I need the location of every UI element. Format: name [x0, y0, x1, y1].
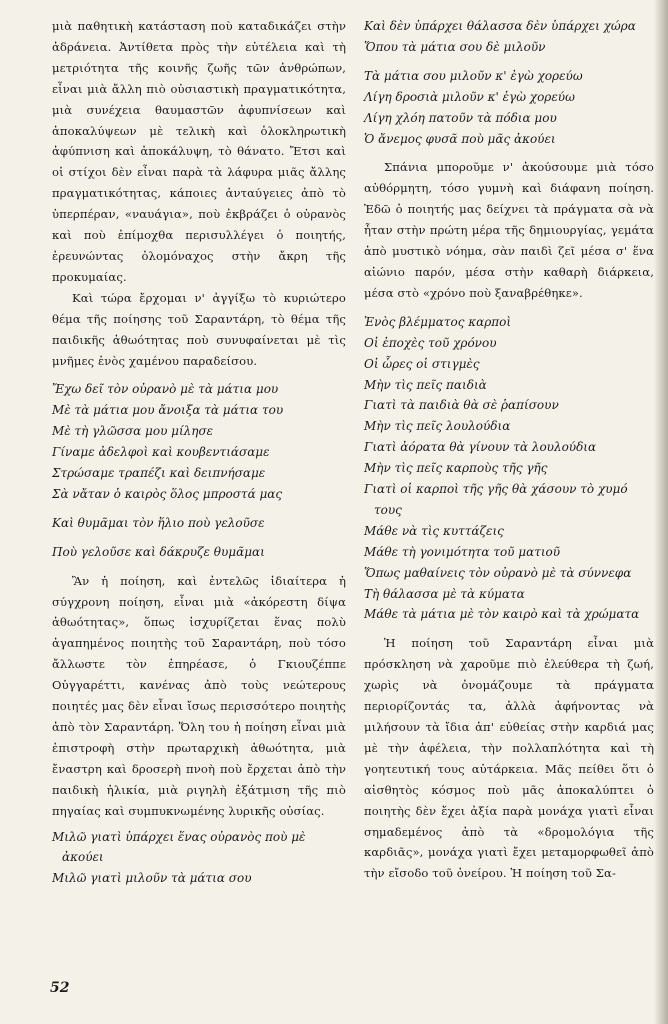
paragraph: Σπάνια μποροῦμε ν' ἀκούσουμε μιὰ τόσο αὐθόρμητη, τόσο γυμνὴ καὶ διάφανη ποίηση. Ἐδῶ ὁ ποιητής μας δείχνει τὰ πράγματα σὰ νὰ ἦταν στὴν πρώτη μέρα τῆς δημιουργίας, γεμάτα ἀπὸ μυστικὸ νόημα, σὰν παιδὶ ζεῖ μέσα σ' ἕνα αἰώνιο παρόν, μέσα στὴν καθαρὴ διάρκεια, μέσα στὸ «χρόνο ποὺ ξαναβρέθηκε». [364, 160, 654, 300]
poem-stanza [52, 513, 346, 534]
poem-line: Ὅπου τὰ μάτια σου δὲ μιλοῦν [364, 39, 546, 54]
poem-line: Ὁ ἄνεμος φυσᾶ ποὺ μᾶς ἀκούει [364, 131, 556, 146]
poem-stanza [364, 66, 654, 150]
page-edge-shadow [654, 0, 668, 1024]
poem-line: Γίναμε ἀδελφοὶ καὶ κουβεντιάσαμε [52, 445, 270, 460]
poem-line: Καὶ θυμᾶμαι τὸν ἥλιο ποὺ γελοῦσε [52, 515, 265, 530]
poem-line: Λίγη δροσιὰ μιλοῦν κ' ἐγὼ χορεύω [364, 89, 575, 104]
poem-line: Μὴν τὶς πεῖς λουλούδια [364, 419, 511, 434]
poem-line: Καὶ δὲν ὑπάρχει θάλασσα δὲν ὑπάρχει χώρα [364, 19, 636, 33]
poem-line: Ποὺ γελοῦσε καὶ δάκρυζε θυμᾶμαι [52, 544, 265, 559]
poem-line: Μάθε τὴ γονιμότητα τοῦ ματιοῦ [364, 544, 561, 559]
poem-stanza [52, 379, 346, 504]
poem-stanza [364, 16, 654, 58]
page-number: 52 [50, 980, 70, 996]
poem-line: Οἱ ὧρες οἱ στιγμὲς [364, 356, 480, 371]
poem-line: Ἑνὸς βλέμματος καρποὶ [364, 314, 512, 329]
poem-line: Μάθε τὰ μάτια μὲ τὸν καιρὸ καὶ τὰ χρώματα [364, 607, 640, 622]
poem-stanza [52, 827, 346, 890]
poem-line: Μὲ τὰ μάτια μου ἄνοιξα τὰ μάτια του [52, 403, 284, 418]
right-column [364, 16, 654, 884]
paragraph: Ἡ ποίηση τοῦ Σαραντάρη εἶναι μιὰ πρόσκληση νὰ χαροῦμε πιὸ ἐλεύθερα τὴ ζωή, χωρὶς νὰ ὀνομάζουμε τὰ πράγματα περιορίζοντάς τα, ἀλλὰ ἀφήνοντας νὰ μιλήσουν τὰ ἴδια ἀπ' εὐθείας στὴν καρδιά μας μὲ τὴν ἀφέλεια, τὴν πολλαπλότητα καὶ τὴ γοητευτική τους αὐτάρκεια. Μᾶς πείθει ὅτι ὁ αἰσθητὸς κόσμος ποὺ μᾶς ἀποκαλύπτει ὁ ποιητὴς δὲν ἔχει ἀξία παρὰ μονάχα γιατὶ εἶναι σημαδεμένος ἀπὸ τὰ «δρομολόγια τῆς καρδιᾶς», μονάχα γιατὶ ἔχει μεταμορφωθεῖ ἀπὸ τὴν εἴσοδο τοῦ ὀνείρου. Ἡ ποίηση τοῦ Σα- [364, 636, 654, 881]
poem-stanza [52, 542, 346, 563]
poem-line: Τὴ θάλασσα μὲ τὰ κύματα [364, 586, 525, 601]
poem-line: Μιλῶ γιατὶ ὑπάρχει ἕνας οὐρανὸς ποὺ μὲ ἀκούει [52, 829, 306, 865]
poem-line: Στρώσαμε τραπέζι καὶ δειπνήσαμε [52, 466, 266, 481]
poem-line: Τὰ μάτια σου μιλοῦν κ' ἐγὼ χορεύω [364, 68, 583, 83]
poem-line: Μάθε νὰ τὶς κυττάζεις [364, 523, 504, 538]
poem-line: Σὰ νἄταν ὁ καιρὸς ὅλος μπροστά μας [52, 486, 283, 501]
poem-line: Μὲ τὴ γλῶσσα μου μίλησε [52, 424, 214, 439]
paragraph: Ἂν ἡ ποίηση, καὶ ἐντελῶς ἰδιαίτερα ἡ σύγχρονη ποίηση, εἶναι μιὰ «ἀκόρεστη δίψα ἀθωότητας», ὅπως ἰσχυρίζεται ἕνας πολὺ ἀγαπημένος ποιητὴς τοῦ Σαραντάρη, ποὺ τόσο ἄλλωστε τὸν ἐπηρέασε, ὁ Γκιουζέππε Οὐγγαρέττι, κανένας ἀπὸ τοὺς νεώτερους ποιητές μας δὲν εἶναι ἴσως περισσότερο ποιητὴς ἀπὸ τὸν Σαραντάρη. Ὅλη του ἡ ποίηση εἶναι μιὰ ἐπιστροφὴ στὴν πρωταρχικὴ ἀθωότητα, μιὰ ἔναστρη καὶ δροσερὴ πνοὴ ποὺ ἔρχεται ἀπὸ τὴν παιδικὴ ἡλικία, μιὰ ριγηλὴ ἐξάτμιση τῆς πιὸ πηγαίας καὶ συμπυκνωμένης λυρικῆς οὐσίας. [52, 573, 346, 818]
poem-line: Μὴν τὶς πεῖς παιδιὰ [364, 377, 487, 392]
poem-line: Ὅπως μαθαίνεις τὸν οὐρανὸ μὲ τὰ σύννεφα [364, 565, 632, 580]
poem-line: Λίγη χλόη πατοῦν τὰ πόδια μου [364, 110, 557, 125]
poem-line: Γιατὶ οἱ καρποὶ τῆς γῆς θὰ χάσουν τὸ χυμό τους [364, 482, 628, 517]
poem-line: Μιλῶ γιατὶ μιλοῦν τὰ μάτια σου [52, 871, 252, 886]
poem-line: Γιατὶ ἀόρατα θὰ γίνουν τὰ λουλούδια [364, 440, 597, 455]
poem-line: Μὴν τὶς πεῖς καρποὺς τῆς γῆς [364, 461, 548, 476]
poem-line: Ἔχω δεῖ τὸν οὐρανὸ μὲ τὰ μάτια μου [52, 382, 279, 397]
poem-line: Οἱ ἐποχὲς τοῦ χρόνου [364, 335, 497, 350]
paragraph: μιὰ παθητικὴ κατάσταση ποὺ καταδικάζει στὴν ἀδράνεια. Ἀντίθετα πρὸς τὴν εὐτέλεια καὶ τὴ μετριότητα τῆς κοινῆς ζωῆς τῶν ἀνθρώπων, εἶναι μιὰ ἄλλη πιὸ οὐσιαστικὴ πραγματικότητα, μιὰ συνέχεια θαυμαστῶν ἀφυπνίσεων καὶ ἀποκαλύψεων μὲ τελικὴ καὶ ὁλοκληρωτικὴ ἀφύπνιση καὶ ἀποκάλυψη, τὸ θάνατο. Ἔτσι καὶ οἱ στίχοι δὲν εἶναι παρὰ τὰ λάφυρα μιᾶς ἄλλης πραγματικότητας, κάποιες ἀνταύγειες ἀπὸ τὸ ὑπερπέραν, «ναυάγια», ποὺ ἐκβράζει ὁ οὐρανὸς καὶ ποὺ ἐπίμοχθα περισυλλέγει ὁ ποιητής, ἐρευνώντας ὁλομόναχος στὴν ἄκρη τῆς προκυμαίας. [52, 19, 346, 284]
poem-line: Γιατὶ τὰ παιδιὰ θὰ σὲ ῥαπίσουν [364, 398, 559, 413]
left-column [52, 16, 346, 889]
paragraph: Καὶ τώρα ἔρχομαι ν' ἀγγίξω τὸ κυριώτερο θέμα τῆς ποίησης τοῦ Σαραντάρη, τὸ θέμα τῆς παιδικῆς ἀθωότητας ποὺ συνυφαίνεται μὲ τὶς μνῆμες ἑνὸς χαμένου παραδείσου. [52, 290, 346, 368]
poem-stanza [364, 312, 654, 626]
